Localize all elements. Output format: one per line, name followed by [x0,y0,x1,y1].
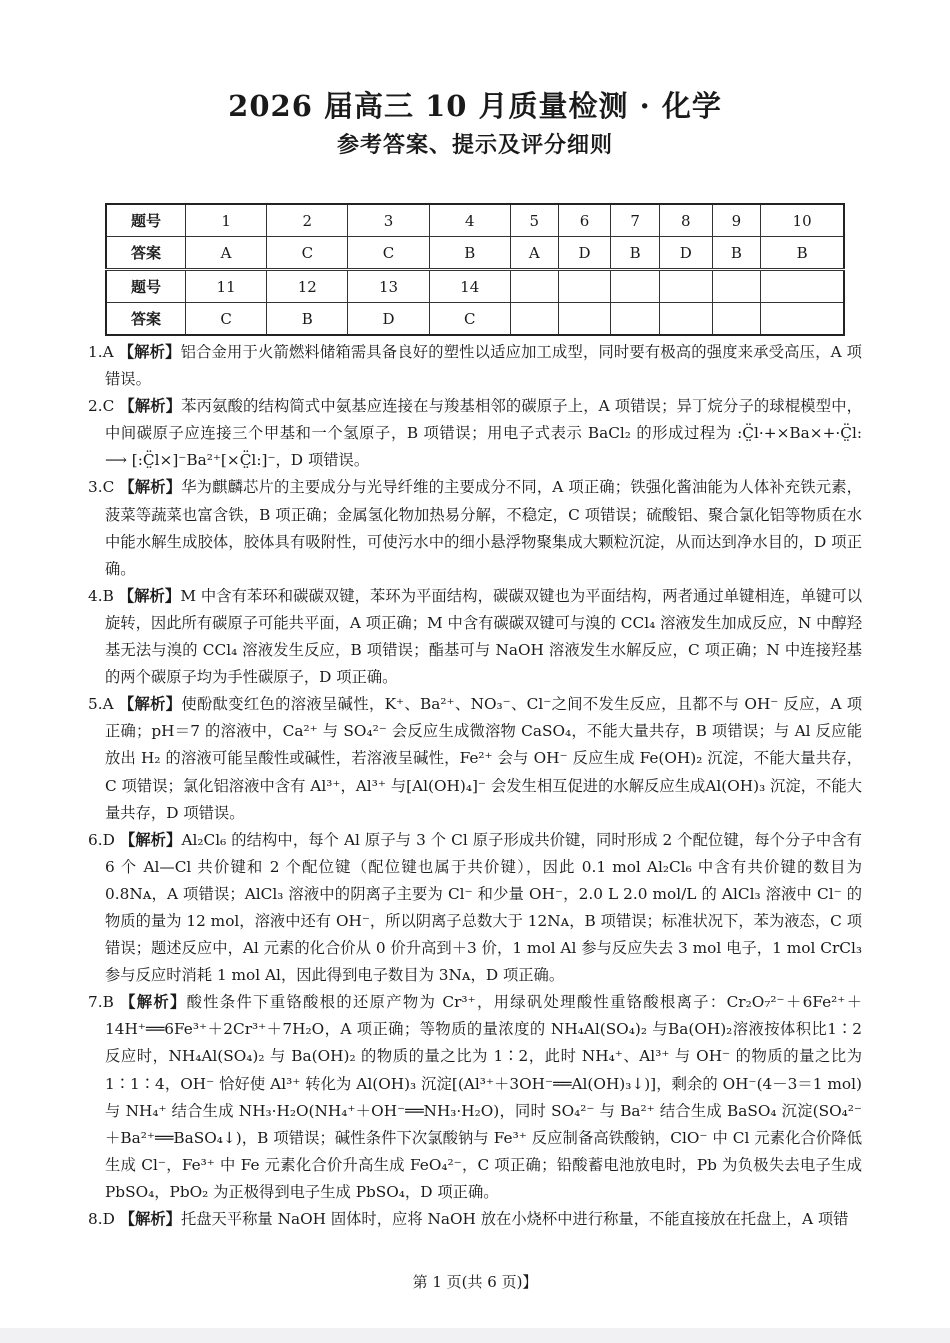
answer-cell [659,303,712,336]
answer-cell: A [510,237,558,270]
explanation-item [88,827,862,990]
question-header: 题号 [106,204,186,237]
analysis-tag: 【解析】 [118,586,181,605]
explanation-text: 托盘天平称量 NaOH 固体时，应将 NaOH 放在小烧杯中进行称量，不能直接放在托盘上，A 项错 [180,1210,849,1228]
table-row [106,237,844,270]
question-number-cell [611,270,660,303]
answer-cell: C [186,303,267,336]
question-number-cell: 12 [267,270,348,303]
answer-cell: B [267,303,348,336]
answer-cell: C [348,237,429,270]
answer-cell: D [659,237,712,270]
question-number-cell [712,270,761,303]
question-number-cell: 11 [186,270,267,303]
analysis-tag: 【解析】 [118,343,181,361]
answer-header: 答案 [106,237,186,270]
answer-cell [510,303,558,336]
answer-cell: B [429,237,510,270]
document-subtitle: 参考答案、提示及评分细则 [336,132,613,158]
analysis-tag: 【解析】 [119,1210,181,1228]
explanation-text: 使酚酞变红色的溶液呈碱性，K⁺、Ba²⁺、NO₃⁻、Cl⁻之间不发生反应，且都不与 OH⁻ 反应，A 项正确；pH＝7 的溶液中，Ca²⁺ 与 SO₄²⁻ 会反应生成微溶物 CaSO₄，不能大量共存，B 项错误；与 Al 反应能放出 H₂ 的溶液可能呈酸性或碱性，若溶液呈碱性，Fe²⁺ 会与 OH⁻ 反应生成 Fe(OH)₂ 沉淀，不能大量共存，C 项错误；氯化铝溶液中含有 Al³⁺，Al³⁺ 与[Al(OH)₄]⁻ 会发生相互促进的水解反应生成Al(OH)₃ 沉淀，不能大量共存，D 项错误。 [105,695,862,822]
explanation-item [88,583,862,691]
explanations [88,339,862,1233]
table-row [106,270,844,303]
table-row [106,204,844,237]
explanation-item [88,474,862,582]
explanation-item [88,691,862,826]
analysis-tag: 【解析】 [119,478,182,497]
answer-cell: C [429,303,510,336]
item-number: 7.B [88,993,114,1012]
answer-cell: B [761,237,844,270]
item-number: 3.C [88,478,115,497]
question-number-cell: 14 [429,270,510,303]
explanation-item [88,393,862,474]
question-number-cell: 4 [429,204,510,237]
question-number-cell [659,270,712,303]
question-number-cell: 8 [659,204,712,237]
question-number-cell: 5 [510,204,558,237]
table-row [106,303,844,336]
bottom-band [0,1328,950,1343]
answer-cell: D [348,303,429,336]
answer-cell: A [186,237,267,270]
item-number: 8.D [88,1210,115,1228]
item-number: 6.D [88,830,115,849]
answer-cell: B [611,237,660,270]
analysis-tag: 【解析】 [119,830,182,849]
answer-cell [611,303,660,336]
question-number-cell [558,270,611,303]
explanation-text: M 中含有苯环和碳碳双键，苯环为平面结构，碳碳双键也为平面结构，两者通过单键相连，单键可以旋转，因此所有碳原子可能共平面，A 项正确；M 中含有碳碳双键可与溴的 CCl₄ 溶液发生加成反应，N 中醇羟基无法与溴的 CCl₄ 溶液发生反应，B 项错误；酯基可与 NaOH 溶液发生水解反应，C 项正确；N 中连接羟基的两个碳原子均为手性碳原子，D 项正确。 [105,586,862,687]
explanation-text: 酸性条件下重铬酸根的还原产物为 Cr³⁺，用绿矾处理酸性重铬酸根离子：Cr₂O₇²⁻＋6Fe²⁺＋14H⁺══6Fe³⁺＋2Cr³⁺＋7H₂O，A 项正确；等物质的量浓度的 NH₄Al(SO₄)₂ 与Ba(OH)₂溶液按体积比1∶2 反应时，NH₄Al(SO₄)₂ 与 Ba(OH)₂ 的物质的量之比为 1∶2，此时 NH₄⁺、Al³⁺ 与 OH⁻ 的物质的量之比为 1∶1∶4，OH⁻ 恰好使 Al³⁺ 转化为 Al(OH)₃ 沉淀[(Al³⁺＋3OH⁻══Al(OH)₃↓)]，剩余的 OH⁻(4－3＝1 mol)与 NH₄⁺ 结合生成 NH₃·H₂O(NH₄⁺＋OH⁻══NH₃·H₂O)，同时 SO₄²⁻ 与 Ba²⁺ 结合生成 BaSO₄ 沉淀(SO₄²⁻＋Ba²⁺══BaSO₄↓)，B 项错误；碱性条件下次氯酸钠与 Fe³⁺ 反应制备高铁酸钠，ClO⁻ 中 Cl 元素化合价降低生成 Cl⁻，Fe³⁺ 中 Fe 元素化合价升高生成 FeO₄²⁻，C 项正确；铅酸蓄电池放电时，Pb 为负极失去电子生成 PbSO₄，PbO₂ 为正极得到电子生成 PbSO₄，D 项正确。 [105,993,862,1201]
answer-table [105,203,845,336]
explanation-text: 铝合金用于火箭燃料储箱需具备良好的塑性以适应加工成型，同时要有极高的强度来承受高压，A 项错误。 [105,343,862,389]
document-title: 2026 届高三 10 月质量检测 · 化学 [228,89,722,123]
explanation-item [88,339,862,393]
answer-cell: C [267,237,348,270]
explanation-text: Al₂Cl₆ 的结构中，每个 Al 原子与 3 个 Cl 原子形成共价键，同时形成 2 个配位键，每个分子中含有 6 个 Al—Cl 共价键和 2 个配位键（配位键也属于共价键），因此 0.1 mol Al₂Cl₆ 中含有共价键的数目为 0.8Nᴀ，A 项错误；AlCl₃ 溶液中的阴离子主要为 Cl⁻ 和少量 OH⁻，2.0 L 2.0 mol/L 的 AlCl₃ 溶液中 Cl⁻ 的物质的量为 12 mol，溶液中还有 OH⁻，所以阴离子总数大于 12Nᴀ，B 项错误；标准状况下，苯为液态，C 项错误；题述反应中，Al 元素的化合价从 0 价升高到＋3 价，1 mol Al 参与反应失去 3 mol 电子，1 mol CrCl₃ 参与反应时消耗 1 mol Al，因此得到电子数目为 3Nᴀ，D 项正确。 [105,830,862,985]
question-number-cell: 9 [712,204,761,237]
item-number: 2.C [88,397,115,416]
question-number-cell: 2 [267,204,348,237]
question-number-cell [510,270,558,303]
item-number: 5.A [88,695,114,714]
analysis-tag: 【解析】 [119,397,182,416]
page-footer: 第 1 页(共 6 页)】 [412,1273,538,1291]
question-number-cell: 6 [558,204,611,237]
question-header: 题号 [106,270,186,303]
item-number: 4.B [88,586,114,605]
explanation-item [88,1206,862,1233]
answer-cell [558,303,611,336]
answer-header: 答案 [106,303,186,336]
answer-cell: D [558,237,611,270]
question-number-cell: 7 [611,204,660,237]
item-number: 1.A [88,343,114,361]
question-number-cell: 1 [186,204,267,237]
answer-cell [761,303,844,336]
analysis-tag: 【解析】 [120,993,187,1012]
analysis-tag: 【解析】 [118,695,182,714]
question-number-cell: 13 [348,270,429,303]
answer-cell: B [712,237,761,270]
explanation-text: 华为麒麟芯片的主要成分与光导纤维的主要成分不同，A 项正确；铁强化酱油能为人体补充铁元素，菠菜等蔬菜也富含铁，B 项正确；金属氢化物加热易分解，不稳定，C 项错误；硫酸铝、聚合氯化铝等物质在水中能水解生成胶体，胶体具有吸附性，可使污水中的细小悬浮物聚集成大颗粒沉淀，从而达到净水目的，D 项正确。 [105,478,862,578]
question-number-cell: 3 [348,204,429,237]
explanation-item [88,989,862,1206]
explanation-text: 苯丙氨酸的结构简式中氨基应连接在与羧基相邻的碳原子上，A 项错误；异丁烷分子的球棍模型中，中间碳原子应连接三个甲基和一个氢原子，B 项错误；用电子式表示 BaCl₂ 的形成过程为 :C̤̈l·+×Ba×+·C̤̈l: ⟶ [:C̤̈l×]⁻Ba²⁺[×C̤̈l:]⁻，D 项错误。 [105,397,862,470]
answer-cell [712,303,761,336]
question-number-cell: 10 [761,204,844,237]
question-number-cell [761,270,844,303]
